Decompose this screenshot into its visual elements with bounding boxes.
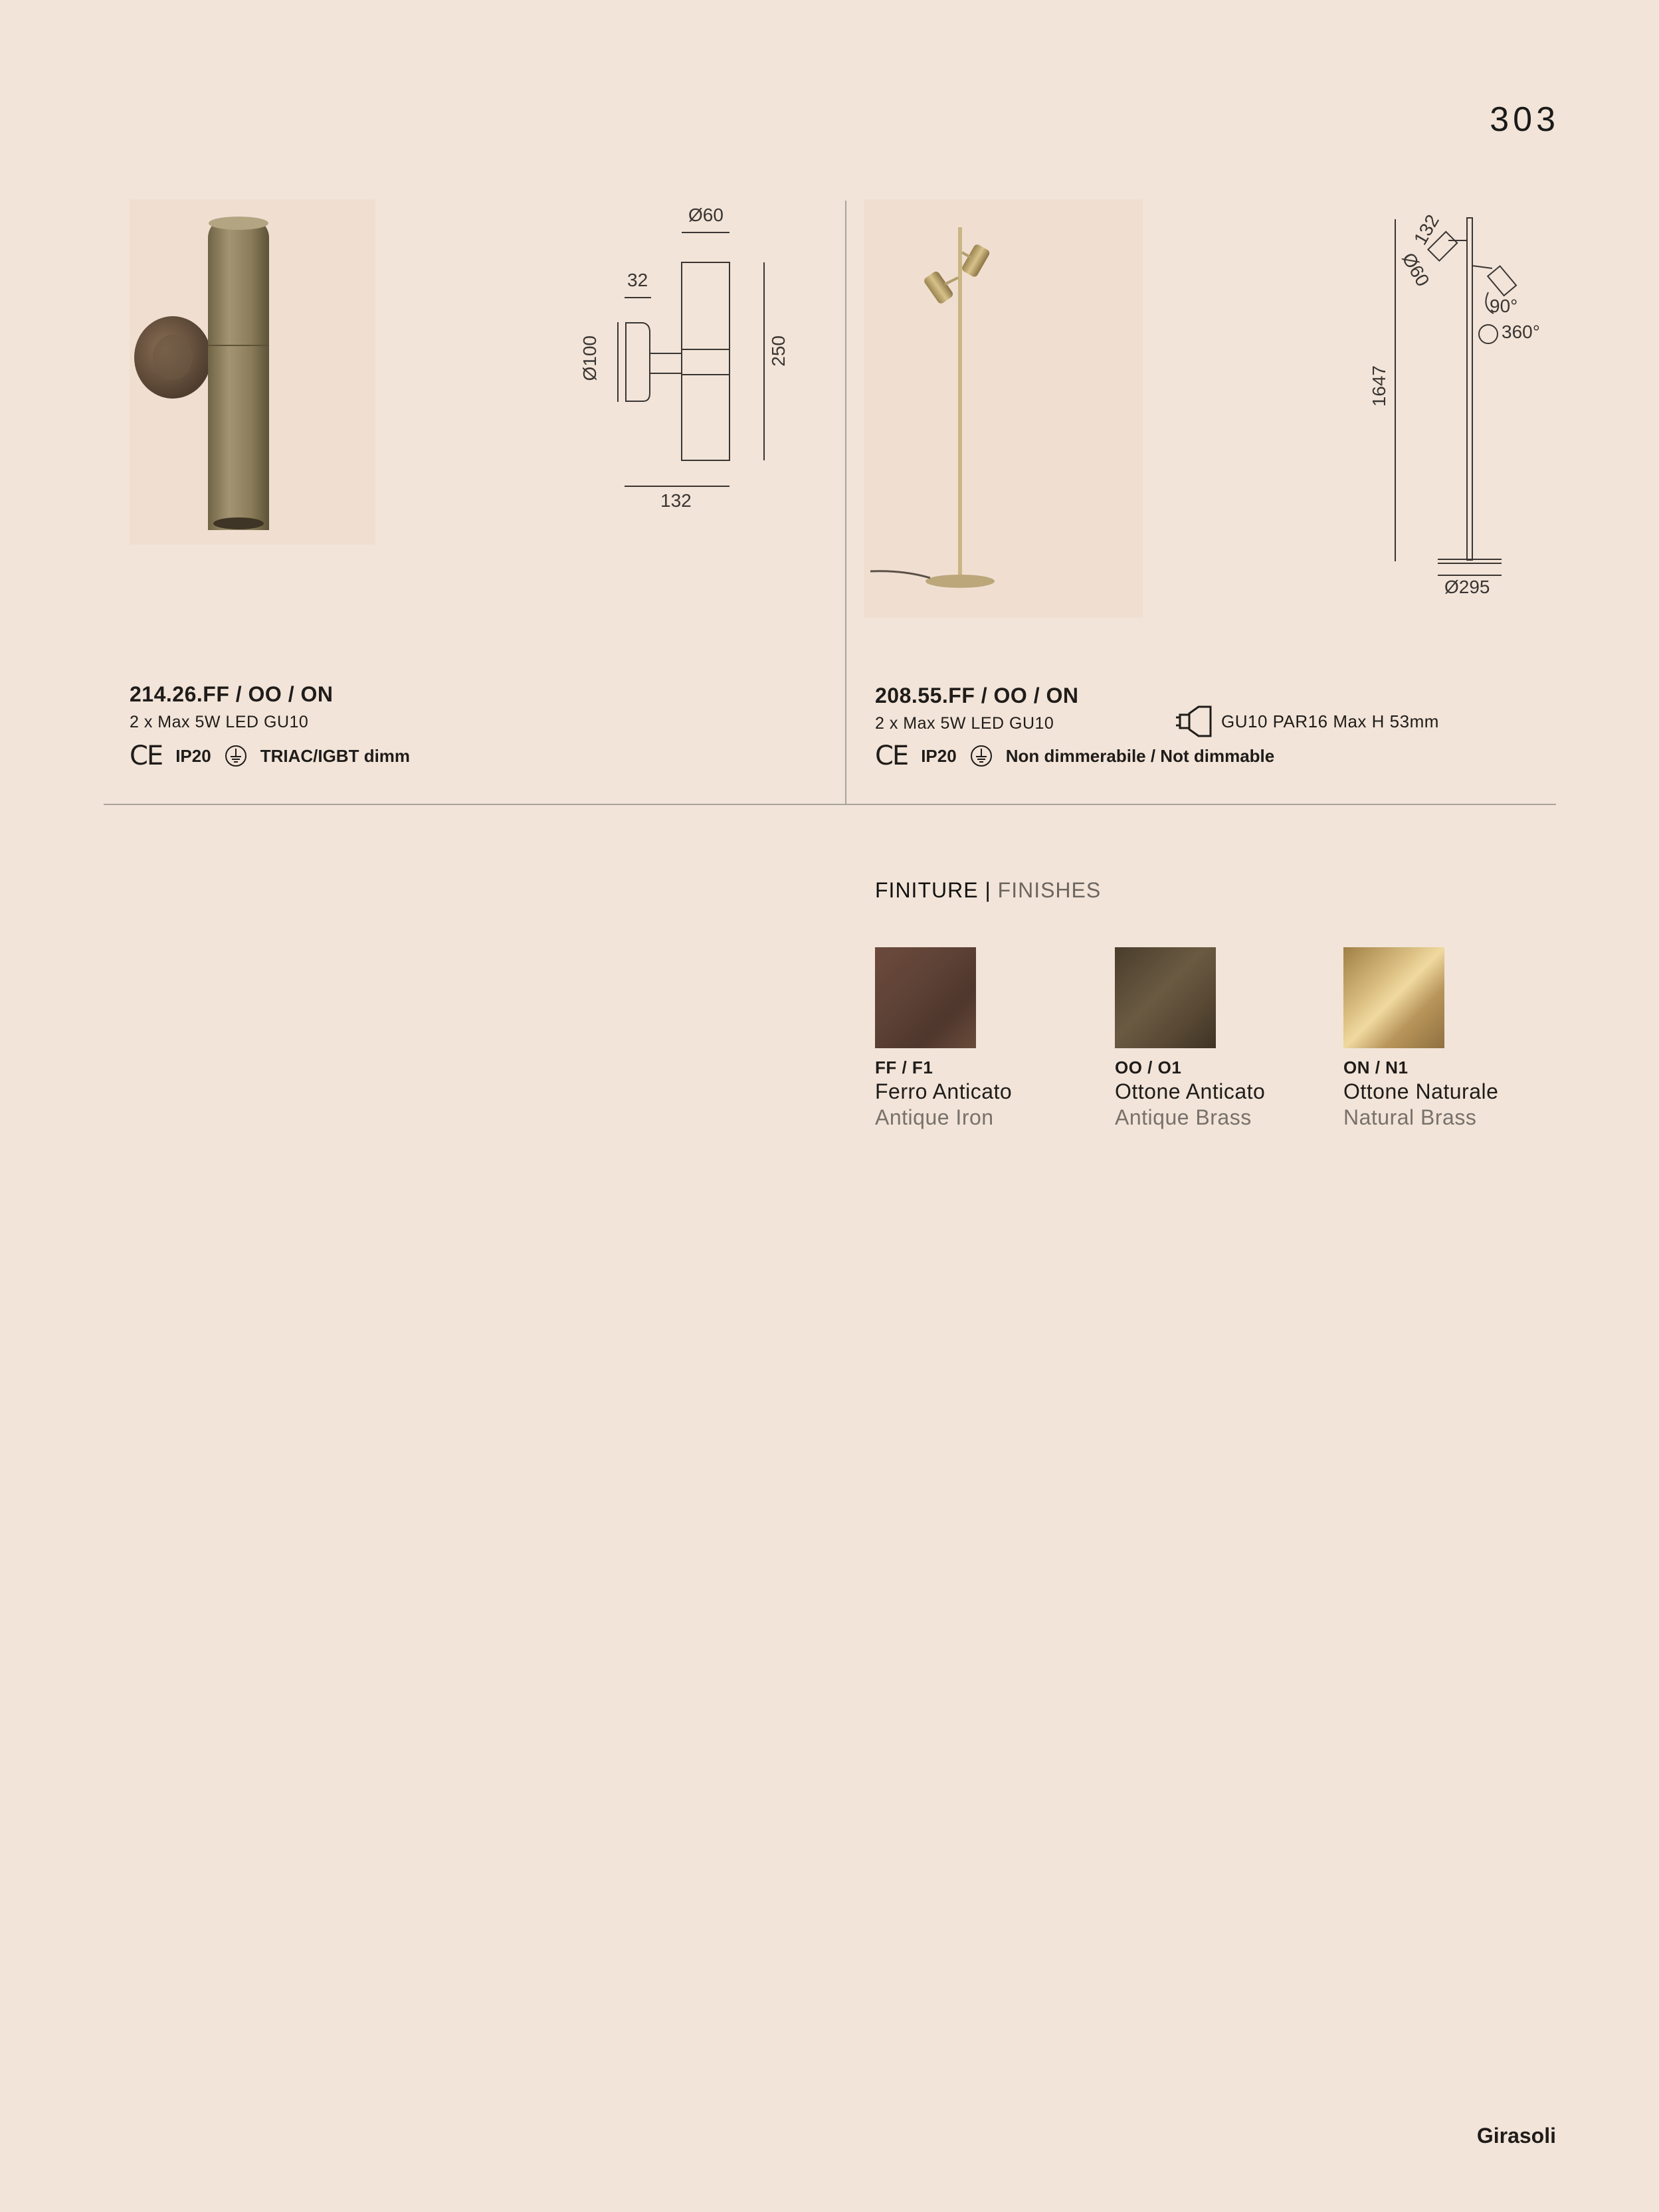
ip-rating: IP20: [175, 745, 211, 766]
dim-arm: 32: [627, 270, 648, 290]
dim-depth: 132: [660, 490, 692, 511]
finish-name-en: Natural Brass: [1343, 1105, 1477, 1129]
dim-base-diameter: Ø100: [579, 335, 600, 381]
brand-footer: Girasoli: [1476, 2124, 1556, 2148]
finishes-separator: |: [985, 878, 991, 902]
dim-tilt: 90°: [1490, 296, 1518, 316]
product2-spec: 2 x Max 5W LED GU10: [875, 714, 1054, 733]
finish-name-en: Antique Iron: [875, 1105, 994, 1129]
finish-code: ON / N1: [1343, 1058, 1409, 1077]
finish-item: [875, 947, 1012, 1130]
floor-lamp-illustration: [864, 199, 1143, 618]
vertical-divider: [845, 201, 846, 804]
dim-base-diameter: Ø295: [1444, 577, 1490, 597]
finish-name-it: Ottone Naturale: [1343, 1079, 1499, 1103]
ip-rating: IP20: [921, 745, 957, 766]
lamp-info: [1175, 704, 1439, 739]
finishes-title-en: FINISHES: [997, 878, 1102, 902]
finish-swatch-antique-iron: [875, 947, 976, 1048]
finish-swatch-natural-brass: [1343, 947, 1444, 1048]
dim-head-diameter: Ø60: [1398, 249, 1434, 290]
finish-item: [1343, 947, 1498, 1130]
lamp-info-text: GU10 PAR16 Max H 53mm: [1221, 711, 1439, 731]
finish-name-it: Ferro Anticato: [875, 1079, 1013, 1103]
finish-item: [1115, 947, 1265, 1130]
ground-class-icon: [970, 745, 993, 767]
ce-mark-icon: CE: [875, 741, 908, 771]
finishes-title-it: FINITURE: [875, 878, 979, 902]
gu10-bulb-icon: [1175, 704, 1212, 739]
finish-name-it: Ottone Anticato: [1115, 1079, 1266, 1103]
finish-name-en: Antique Brass: [1115, 1105, 1252, 1129]
wall-lamp-schematic: [571, 199, 791, 518]
wall-lamp-technical-drawing: [571, 199, 791, 518]
dim-height: 1647: [1369, 365, 1389, 407]
dim-rotation: 360°: [1502, 322, 1540, 342]
dimming-info: Non dimmerabile / Not dimmable: [1005, 745, 1275, 766]
product1-spec: 2 x Max 5W LED GU10: [130, 713, 309, 731]
floor-lamp-technical-drawing: [1369, 199, 1568, 611]
finish-code: FF / F1: [875, 1058, 933, 1077]
product2-certifications: [875, 741, 1274, 771]
ce-mark-icon: CE: [130, 741, 163, 771]
dimming-info: TRIAC/IGBT dimm: [260, 745, 411, 766]
floor-lamp-photo: [864, 199, 1143, 618]
product2-code: 208.55.FF / OO / ON: [875, 684, 1079, 707]
wall-lamp-illustration: [130, 199, 375, 545]
dim-top-diameter: Ø60: [688, 205, 724, 225]
horizontal-divider: [104, 804, 1556, 805]
product1-certifications: [130, 741, 410, 771]
finish-swatch-antique-brass: [1115, 947, 1216, 1048]
ground-class-icon: [225, 745, 247, 767]
product1-code: 214.26.FF / OO / ON: [130, 682, 334, 706]
page-number: 303: [1490, 100, 1559, 139]
dim-height: 250: [768, 335, 789, 367]
finishes-heading: [875, 878, 1101, 903]
finish-code: OO / O1: [1115, 1058, 1182, 1077]
wall-lamp-photo: [130, 199, 375, 545]
dim-head-length: 132: [1409, 211, 1444, 248]
